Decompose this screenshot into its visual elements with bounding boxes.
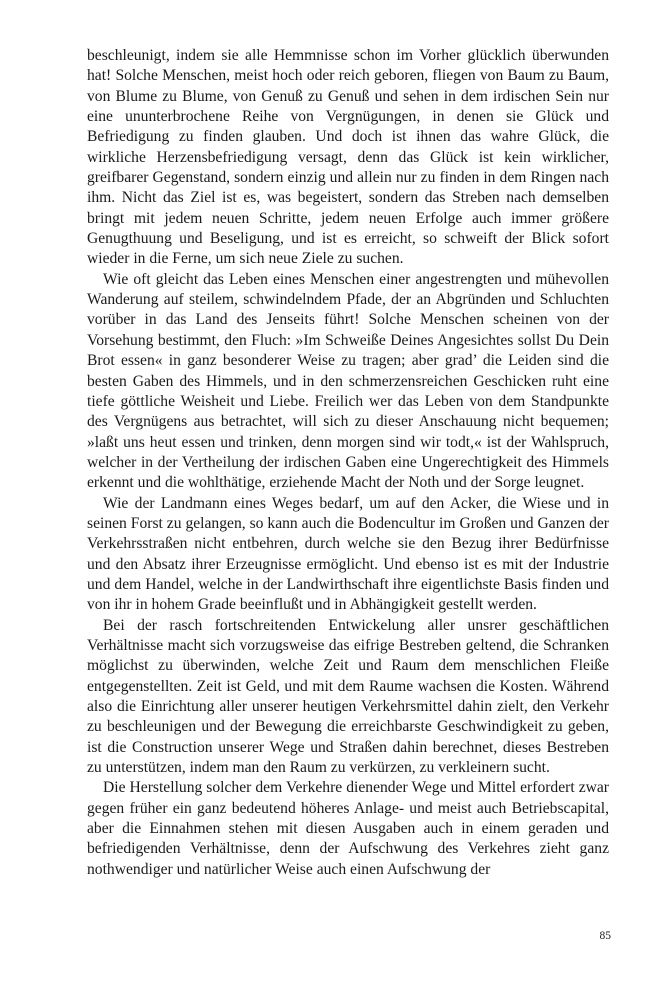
paragraph-4: Bei der rasch fortschreitenden Entwickelung aller unsrer geschäftlichen Verhältnisse macht sich vorzugsweise das eifrige Bestreben geltend, die Schranken möglichst zu überwinden, welche Zeit und Raum dem menschlichen Fleiße entgegenstellten. Zeit ist Geld, und mit dem Raume wachsen die Kosten. Während also die Einrichtung aller unserer heutigen Verkehrsmittel dahin zielt, den Verkehr zu beschleunigen und der Bewegung die erreichbarste Geschwindigkeit zu geben, ist die Construction unserer Wege und Straßen dahin berechnet, dieses Bestreben zu unterstützen, indem man den Raum zu verkürzen, zu verkleinern sucht. [87, 616, 609, 777]
paragraph-3: Wie der Landmann eines Weges bedarf, um auf den Acker, die Wiese und in seinen Forst zu gelangen, so kann auch die Bodencultur im Großen und Ganzen der Verkehrsstraßen nicht entbehren, durch welche sie den Bezug ihrer Bedürfnisse und den Absatz ihrer Erzeugnisse ermöglicht. Und ebenso ist es mit der Industrie und dem Handel, welche in der Landwirthschaft ihre eigentlichste Basis finden und von ihr in hohem Grade beeinflußt und in Abhängigkeit gestellt werden. [87, 494, 609, 614]
paragraph-1: beschleunigt, indem sie alle Hemmnisse schon im Vorher glücklich überwunden hat! Solche Menschen, meist hoch oder reich geboren, fliegen von Baum zu Baum, von Blume zu Blume, von Genuß zu Genuß und sehen in dem irdischen Sein nur eine ununterbrochene Reihe von Vergnügungen, in denen sie Glück und Befriedigung zu finden glauben. Und doch ist ihnen das wahre Glück, die wirkliche Herzensbefriedigung versagt, denn das Glück ist kein wirklicher, greifbarer Gegenstand, sondern einzig und allein nur zu finden in dem Ringen nach ihm. Nicht das Ziel ist es, was begeistert, sondern das Streben nach demselben bringt mit jedem neuen Schritte, jedem neuen Erfolge auch immer größere Genugthuung und Beseligung, und ist es erreicht, so schweift der Blick sofort wieder in die Ferne, um sich neue Ziele zu suchen. [87, 47, 609, 268]
paragraph-5: Die Herstellung solcher dem Verkehre dienender Wege und Mittel erfordert zwar gegen früher ein ganz bedeutend höheres Anlage- und meist auch Betriebscapital, aber die Einnahmen stehen mit diesen Ausgaben auch in einem geraden und befriedigenden Verhältnisse, denn der Aufschwung des Verkehres zieht ganz nothwendiger und natürlicher Weise auch einen Aufschwung der [87, 779, 609, 878]
paragraph-2: Wie oft gleicht das Leben eines Menschen einer angestrengten und mühevollen Wanderung auf steilem, schwindelndem Pfade, der an Abgründen und Schluchten vorüber in das Land des Jenseits führt! Solche Menschen scheinen von der Vorsehung bestimmt, den Fluch: »Im Schweiße Deines Angesichtes sollst Du Dein Brot essen« in ganz besonderer Weise zu tragen; aber grad’ die Leiden sind die besten Gaben des Himmels, und in den schmerzensreichen Geschicken ruht eine tiefe göttliche Weisheit und Liebe. Freilich wer das Leben von dem Standpunkte des Vergnügens aus betrachtet, will sich zu dieser Anschauung nicht bequemen; »laßt uns heut essen und trinken, denn morgen sind wir todt,« ist der Wahlspruch, welcher in der Vertheilung der irdischen Gaben eine Ungerechtigkeit des Himmels erkennt und die wohlthätige, erziehende Macht der Noth und der Sorge leugnet. [87, 270, 609, 492]
page-number: 85 [599, 930, 611, 942]
page-body [87, 46, 609, 880]
